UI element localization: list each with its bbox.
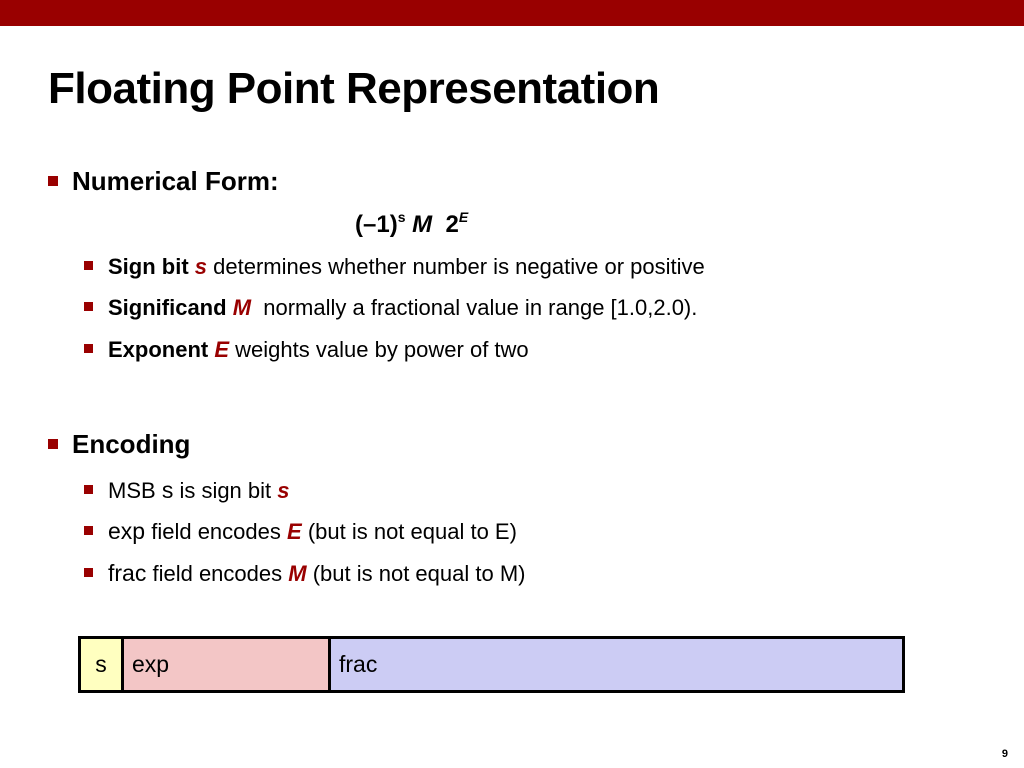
- formula-sup-s: s: [397, 209, 406, 225]
- sign-bit-var: s: [194, 254, 208, 279]
- sub-bullet-significand: [84, 295, 697, 321]
- field-exp-cell: exp: [124, 639, 331, 690]
- significand-desc: normally a fractional value in range [1.0,2.0).: [263, 295, 698, 320]
- exp-post: (but is not equal to E): [307, 519, 517, 544]
- square-bullet-icon: [84, 485, 93, 494]
- sign-bit-desc: determines whether number is negative or positive: [213, 254, 705, 279]
- slide-title: Floating Point Representation: [48, 64, 660, 113]
- field-s-cell: s: [81, 639, 124, 690]
- sub-bullet-exponent: [84, 337, 529, 363]
- frac-var: M: [288, 561, 307, 586]
- page-number: 9: [1001, 748, 1008, 760]
- field-frac-cell: frac: [331, 639, 902, 690]
- formula-neg-one: (–1): [355, 211, 398, 238]
- exponent-label: Exponent: [108, 337, 209, 362]
- sub-bullet-exp: [84, 518, 517, 545]
- numerical-form-heading: Numerical Form:: [72, 166, 279, 196]
- exp-var: E: [287, 519, 302, 544]
- sub-bullet-frac: [84, 560, 525, 587]
- square-bullet-icon: [84, 344, 93, 353]
- msb-code: s: [161, 477, 174, 503]
- numerical-formula: [355, 209, 468, 239]
- square-bullet-icon: [84, 568, 93, 577]
- msb-mid: is sign bit: [179, 478, 272, 503]
- sign-bit-label: Sign bit: [108, 254, 189, 279]
- top-accent-bar: [0, 0, 1024, 26]
- frac-post: (but is not equal to M): [312, 561, 526, 586]
- sub-bullet-sign-bit: [84, 254, 705, 280]
- bullet-encoding: [48, 429, 190, 460]
- frac-mid: field encodes: [152, 561, 283, 586]
- square-bullet-icon: [84, 302, 93, 311]
- encoding-layout-diagram: [78, 636, 905, 693]
- frac-code: frac: [108, 560, 147, 586]
- bullet-numerical-form: [48, 166, 279, 197]
- exp-code: exp: [108, 518, 146, 544]
- significand-var: M: [232, 295, 252, 320]
- exponent-var: E: [214, 337, 230, 362]
- exp-mid: field encodes: [151, 519, 281, 544]
- formula-m: M: [412, 211, 433, 238]
- formula-sup-e: E: [458, 209, 469, 225]
- encoding-heading: Encoding: [72, 429, 191, 459]
- msb-var: s: [277, 478, 290, 503]
- square-bullet-icon: [84, 526, 93, 535]
- square-bullet-icon: [48, 439, 58, 449]
- formula-two: 2: [445, 211, 459, 238]
- square-bullet-icon: [48, 176, 58, 186]
- exponent-desc: weights value by power of two: [235, 337, 529, 362]
- square-bullet-icon: [84, 261, 93, 270]
- significand-label: Significand: [108, 295, 227, 320]
- msb-pre: MSB: [108, 478, 156, 503]
- sub-bullet-msb: [84, 477, 290, 504]
